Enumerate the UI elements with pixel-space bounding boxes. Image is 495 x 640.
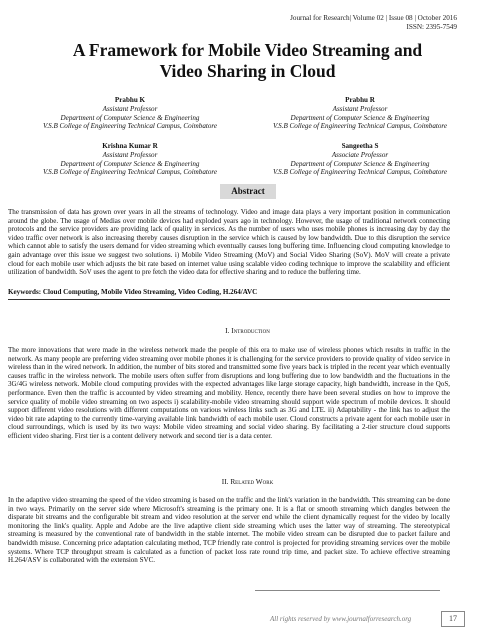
author-inst: V.S.B College of Engineering Technical Campus, Coimbatore (272, 168, 448, 177)
issn: ISSN: 2395-7549 (406, 23, 457, 31)
author-name: Prabhu R (345, 96, 375, 104)
author-name: Sangeetha S (341, 142, 379, 150)
footer-rights: All rights reserved by www.journalforresearch.org (270, 615, 412, 623)
abstract-heading: Abstract (220, 184, 276, 199)
section-heading-related-work (0, 477, 495, 486)
author-inst: V.S.B College of Engineering Technical Campus, Coimbatore (42, 168, 218, 177)
section-number: I. (225, 326, 230, 335)
keywords: Keywords: Cloud Computing, Mobile Video Streaming, Video Coding, H.264/AVC (8, 288, 258, 296)
journal-header (290, 14, 457, 32)
author-block (15, 96, 245, 131)
author-inst: V.S.B College of Engineering Technical Campus, Coimbatore (272, 122, 448, 131)
divider (8, 299, 450, 300)
author-role: Assistant Professor (332, 104, 388, 113)
author-role: Assistant Professor (102, 150, 158, 159)
section-number: II. (221, 477, 229, 486)
introduction-text: The more innovations that were made in the wireless network made the people of this era to make use of wireless phones which results in traffic in the network. As many people are preferring video streaming over mobile phones it is challenging for the service providers to provide quality of video service in wireless than in the wired network. In addition, the number of bits stored and transmitted some five years back is tripled in the recent year which eventually causes traffic in the wireless network. The mobile users often suffer from disruptions and long buffering due to low bandwidth and the fluctuations in the 3G/4G wireless network. Mobile cloud computing provides with the expected advantages like large storage capacity, high bandwidth, increase in the QoS, performance. Even then the traffic is accounted by video streaming and mobility. Hence, recently there have been several studies on how to improve the service quality of mobile video streaming on two aspects i) scalability-mobile video streaming should support wide spectrum of mobile devices. It should support different video resolutions with different computations on various wireless links such as 3G and LTE. ii) Adaptability - the link has to adjust the video bit rate adapting to the currently time-varying available link bandwidth of each mobile user. Cloud constructs a private agent for each mobile user in cloud surroundings, which is used by its two ways: Mobile video streaming and social video sharing. By facilitating a 2-tier structure cloud supports efficient video sharing. First tier is a content delivery network and second tier is a data center. (8, 346, 450, 440)
title-line-2: Video Sharing in Cloud (159, 61, 336, 81)
section-title: Related Work (230, 477, 274, 486)
author-block (245, 96, 475, 131)
author-role: Associate Professor (331, 150, 389, 159)
footer-rule (255, 590, 440, 591)
paper-title (20, 40, 475, 82)
page-number: 17 (441, 611, 465, 627)
related-work-text: In the adaptive video streaming the speed of the video streaming is based on the traffic and the link's variation in the bandwidth. This streaming can be done in two ways. Primarily on the server side where Microsoft's streaming is the primary one. It is a flat or smooth streaming which dangles between the disparate bit streams and the configurable bit stream and video resolution at the server end while the client dynamically request for the video by locally monitoring the link's quality. Apple and Adobe are the live adaptive client side streaming which uses the latter way of streaming. The stereotypical streaming is measured by the conventional rate of bandwidth in the stable internet. The mobile video stream can be disrupted due to packet failure and bandwidth misuse. Concerning price adaptation calculating method, TCP friendly rate control is projected for providing streaming services over the mobile systems. Where TCP throughput stream is calculated as a function of packet loss rate round trip time, and packet size. To achieve effective streaming H.264/ASV is collaborated with the extension SVC. (8, 496, 450, 565)
author-role: Assistant Professor (102, 104, 158, 113)
title-line-1: A Framework for Mobile Video Streaming and (72, 40, 423, 60)
author-inst: V.S.B College of Engineering Technical Campus, Coimbatore (42, 122, 218, 131)
section-heading-introduction (0, 326, 495, 335)
author-name: Prabhu K (114, 96, 146, 104)
section-title: Introduction (231, 326, 270, 335)
author-dept: Department of Computer Science & Engineering (60, 113, 200, 122)
author-block (15, 142, 245, 177)
journal-info: Journal for Research| Volume 02 | Issue 08 | October 2016 (290, 14, 457, 22)
author-dept: Department of Computer Science & Engineering (290, 113, 430, 122)
author-dept: Department of Computer Science & Engineering (290, 159, 430, 168)
author-name: Krishna Kumar R (102, 142, 158, 150)
abstract-text: The transmission of data has grown over years in all the streams of technology. Video and image data plays a very important position in communication around the globe. The usage of Medias over mobile devices had exploded years ago in technology. However, the usage of traditional network connecting protocols and the service providers are providing lack of quality in services. As the number of users who uses mobile phones is increasing day by day the video traffic over network is also increasing thereby causes disruption in the service which is caused by low bandwidth. Due to this disruption the service which cannot able to satisfy the users demand for video streaming which eventually causes long buffering time. Influencing cloud computing knowledge to gain advantage over this issue we suggest two solutions. i) Mobile Video Streaming (MoV) and Social Video Sharing (SoV). MoV will create a private cloud for each mobile user which adjusts the bit rate based on internet value using scalable video coding technique to improve the scalability and efficient utilization of bandwidth. SoV uses the agent to pre fetch the video data for effective sharing and to reduce the buffering time. (8, 208, 450, 277)
author-dept: Department of Computer Science & Engineering (60, 159, 200, 168)
author-block (245, 142, 475, 177)
